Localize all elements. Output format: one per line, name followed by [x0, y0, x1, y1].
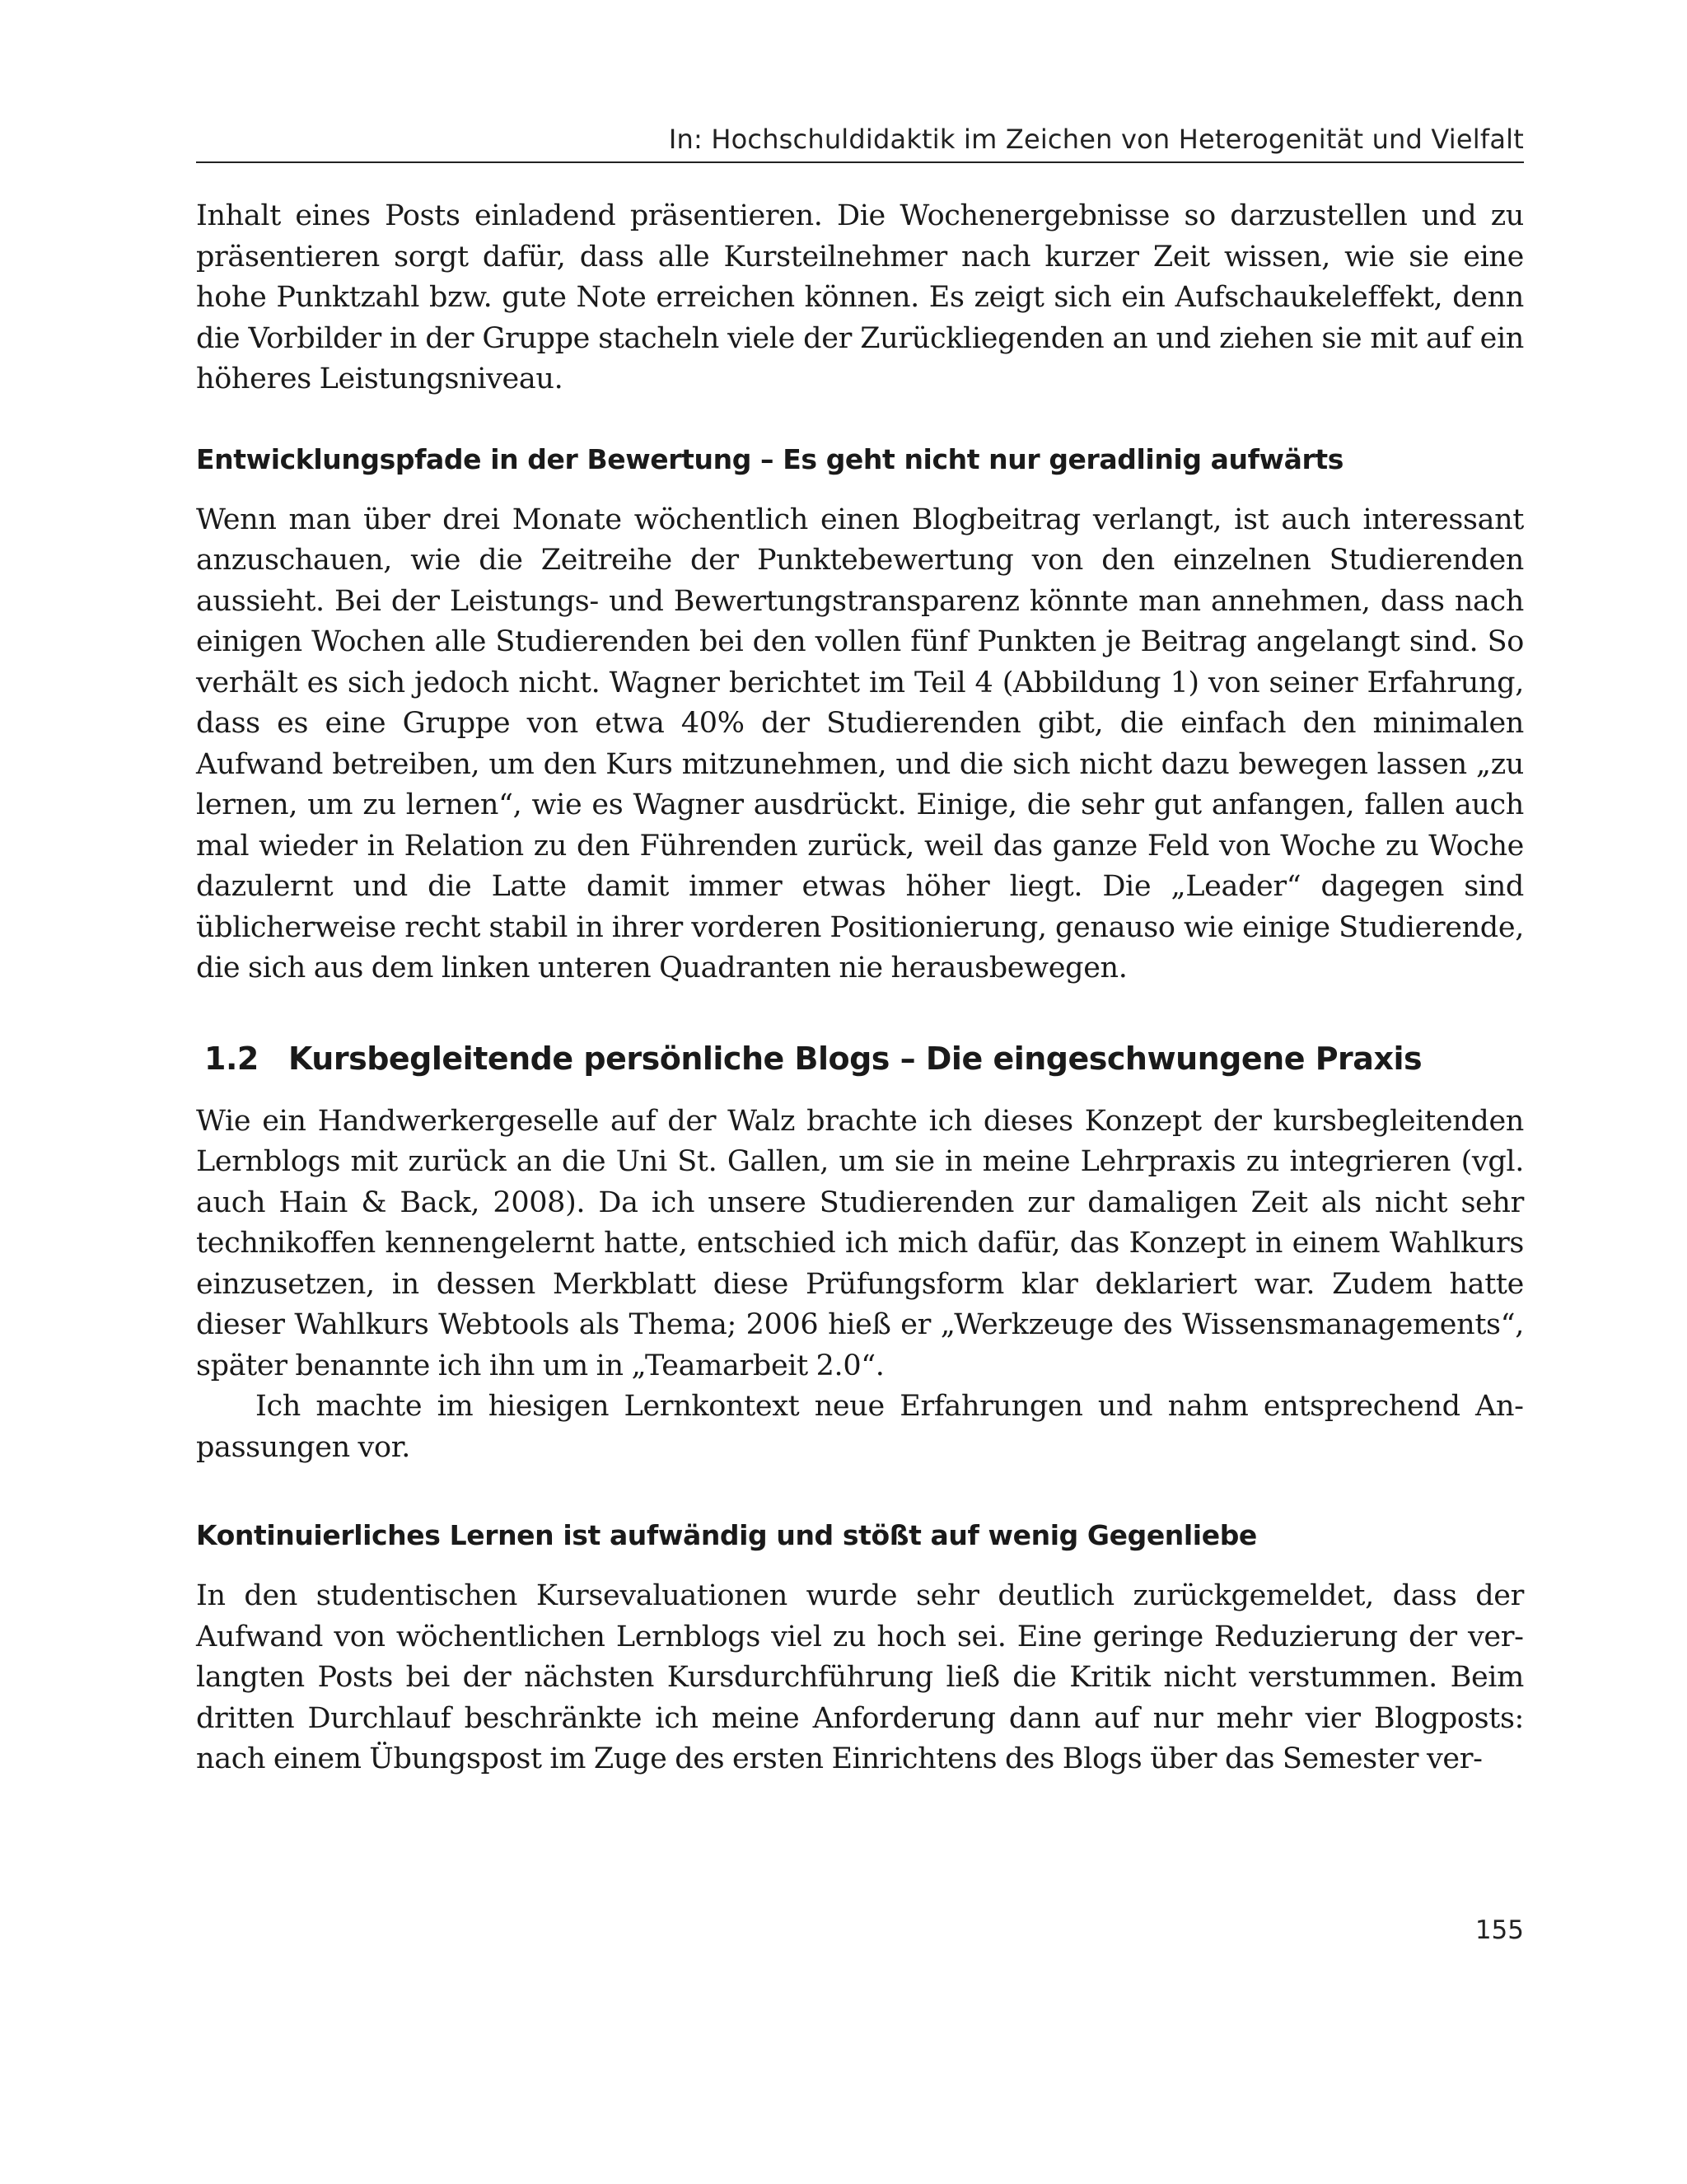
section-number: 1.2 [204, 1040, 259, 1077]
running-header: In: Hochschuldidaktik im Zeichen von Heterogenität und Vielfalt [196, 124, 1524, 163]
section-title: Kursbegleitende persönliche Blogs – Die eingeschwungene Praxis [288, 1040, 1423, 1077]
page-number: 155 [1474, 1915, 1524, 1945]
body-paragraph-4: Ich machte im hiesigen Lernkontext neue Erfahrungen und nahm entsprechend Anpassungen vor. [196, 1390, 1524, 1464]
subheading-entwicklungspfade: Entwicklungspfade in der Bewertung – Es geht nicht nur geradlinig aufwärts [196, 442, 1344, 475]
body-paragraph-1: Inhalt eines Posts einladend präsentieren. Die Wochenergebnisse so darzustellen und zu präsentieren sorgt dafür, dass alle Kursteilnehmer nach kurzer Zeit wissen, wie sie eine hohe Punktzahl bzw. gute Note erreichen können. Es zeigt sich ein Aufschaukeleffekt, denn die Vorbilder in der Gruppe stacheln viele der Zurückliegenden an und ziehen sie mit auf ein höheres Leistungsniveau. [196, 199, 1524, 395]
body-paragraph-5: In den studentischen Kursevaluationen wurde sehr deutlich zurückgemeldet, dass der Aufwand von wöchentlichen Lernblogs viel zu hoch sei. Eine geringe Reduzierung der verlangten Posts bei der nächsten Kursdurchführung ließ die Kritik nicht verstummen. Beim dritten Durchlauf beschränkte ich meine Anforderung dann auf nur mehr vier Blogposts: nach einem Übungspost im Zuge des ersten Einrichtens des Blogs über das Semester ver- [196, 1579, 1524, 1775]
body-paragraph-3: Wie ein Handwerkergeselle auf der Walz brachte ich dieses Konzept der kursbegleitenden Lernblogs mit zurück an die Uni St. Gallen, um sie in meine Lehrpraxis zu integrieren (vgl. auch Hain & Back, 2008). Da ich unsere Studierenden zur damaligen Zeit als nicht sehr technikoffen kennengelernt hatte, entschied ich mich dafür, das Konzept in einem Wahlkurs einzusetzen, in dessen Merkblatt diese Prüfungsform klar deklariert war. Zudem hatte dieser Wahlkurs Webtools als Thema; 2006 hieß er „Werkzeuge des Wissensmanagements“, später benannte ich ihn um in „Teamarbeit 2.0“. [196, 1104, 1524, 1382]
section-heading [196, 1041, 1524, 1077]
document-page [196, 124, 1524, 1780]
body-paragraph-2: Wenn man über drei Monate wöchentlich einen Blogbeitrag verlangt, ist auch interessant anzuschauen, wie die Zeitreihe der Punktebewertung von den einzelnen Studierenden aussieht. Bei der Leistungs- und Bewertungstransparenz könnte man annehmen, dass nach einigen Wochen alle Studierenden bei den vollen fünf Punkten je Beitrag angelangt sind. So verhält es sich jedoch nicht. Wagner berichtet im Teil 4 (Abbildung 1) von seiner Erfahrung, dass es eine Gruppe von etwa 40% der Studierenden gibt, die einfach den minimalen Aufwand betreiben, um den Kurs mitzunehmen, und die sich nicht dazu bewegen lassen „zu lernen, um zu lernen“, wie es Wagner ausdrückt. Einige, die sehr gut anfangen, fallen auch mal wieder in Relation zu den Führenden zurück, weil das ganze Feld von Woche zu Woche dazulernt und die Latte damit immer etwas höher liegt. Die „Leader“ dagegen sind üblicherweise recht stabil in ihrer vorderen Positionierung, genauso wie einige Studierende, die sich aus dem linken unteren Quadranten nie herausbewegen. [196, 503, 1524, 984]
subheading-kontinuierliches-lernen: Kontinuierliches Lernen ist aufwändig und stößt auf wenig Gegenliebe [196, 1519, 1257, 1551]
